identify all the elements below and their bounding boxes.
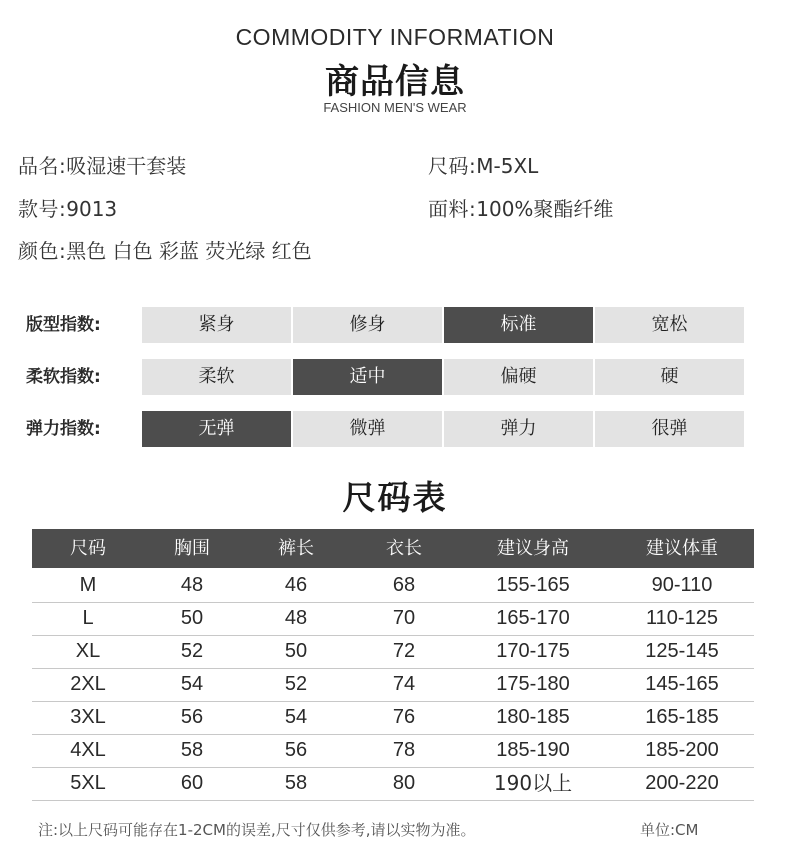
table-cell: 185-190	[496, 739, 570, 761]
table-cell: 76	[392, 706, 416, 728]
size-range-label: 尺码:	[428, 154, 477, 178]
fit-index-option: 宽松	[595, 307, 744, 343]
table-cell: 58	[284, 772, 308, 794]
table-cell: 185-200	[645, 739, 719, 761]
table-cell: 46	[284, 574, 308, 596]
stretch-index-option: 很弹	[595, 411, 744, 447]
style-number-label: 款号:	[18, 197, 67, 221]
table-cell: 175-180	[496, 673, 570, 695]
fit-index-row	[0, 307, 790, 343]
table-cell: 74	[392, 673, 416, 695]
table-cell: 48	[180, 574, 204, 596]
table-cell: 72	[392, 640, 416, 662]
table-cell: L	[82, 607, 94, 629]
table-cell: 60	[180, 772, 204, 794]
table-cell: 200-220	[645, 772, 719, 794]
fit-index-option: 标准	[444, 307, 593, 343]
info-colors	[18, 235, 312, 264]
table-header-cell: 胸围	[174, 538, 210, 559]
table-cell: 80	[392, 772, 416, 794]
softness-index-option: 硬	[595, 359, 744, 395]
softness-index-row	[0, 359, 790, 395]
table-cell: 70	[392, 607, 416, 629]
table-header-cell: 衣长	[386, 538, 422, 559]
table-row	[32, 767, 754, 801]
table-cell: 52	[180, 640, 204, 662]
table-cell: 48	[284, 607, 308, 629]
softness-index-option: 柔软	[142, 359, 291, 395]
style-number-value: 9013	[66, 197, 118, 221]
table-cell: 155-165	[496, 574, 570, 596]
table-cell: 56	[284, 739, 308, 761]
fit-index-option: 紧身	[142, 307, 291, 343]
info-style-number	[18, 193, 117, 222]
stretch-index-row	[0, 411, 790, 447]
stretch-index-label: 弹力指数:	[26, 419, 101, 439]
header-title-en: COMMODITY INFORMATION	[235, 24, 555, 50]
softness-index-label: 柔软指数:	[26, 367, 101, 387]
table-cell: 5XL	[70, 772, 106, 794]
table-cell: 3XL	[70, 706, 106, 728]
product-name-value: 吸湿速干套装	[66, 154, 187, 178]
table-cell: 4XL	[70, 739, 106, 761]
table-cell: 54	[284, 706, 308, 728]
table-cell: 190以上	[493, 771, 573, 795]
size-table-header	[32, 529, 754, 568]
table-header-cell: 裤长	[278, 538, 314, 559]
info-size-range	[428, 150, 538, 179]
header-title-cn: 商品信息	[325, 62, 465, 102]
table-cell: M	[79, 574, 97, 596]
table-cell: 145-165	[645, 673, 719, 695]
table-row	[32, 635, 754, 669]
table-row	[32, 602, 754, 636]
table-cell: 52	[284, 673, 308, 695]
fabric-label: 面料:	[428, 197, 477, 221]
header-subtitle: FASHION MEN'S WEAR	[323, 100, 467, 115]
colors-label: 颜色:	[18, 239, 67, 263]
table-cell: 78	[392, 739, 416, 761]
table-row	[32, 734, 754, 768]
info-product-name	[18, 150, 186, 179]
table-row	[32, 701, 754, 735]
softness-index-option: 适中	[293, 359, 442, 395]
table-cell: 54	[180, 673, 204, 695]
table-cell: 110-125	[646, 607, 718, 629]
stretch-index-option: 微弹	[293, 411, 442, 447]
product-name-label: 品名:	[18, 154, 67, 178]
size-table-title: 尺码表	[342, 478, 448, 517]
fit-index-label: 版型指数:	[26, 315, 101, 335]
table-cell: 90-110	[651, 574, 713, 596]
colors-value: 黑色 白色 彩蓝 荧光绿 红色	[66, 239, 312, 263]
table-row	[32, 569, 754, 603]
table-cell: 68	[392, 574, 416, 596]
table-cell: 2XL	[70, 673, 106, 695]
table-header-cell: 建议体重	[646, 538, 718, 559]
table-cell: XL	[75, 640, 101, 662]
fabric-value: 100%聚酯纤维	[476, 197, 614, 221]
table-header-cell: 建议身高	[497, 538, 569, 559]
info-fabric	[428, 193, 613, 222]
softness-index-option: 偏硬	[444, 359, 593, 395]
unit-label: 单位:CM	[640, 821, 699, 839]
table-row	[32, 668, 754, 702]
table-header-cell: 尺码	[70, 538, 106, 559]
fit-index-option: 修身	[293, 307, 442, 343]
table-cell: 170-175	[496, 640, 570, 662]
table-cell: 180-185	[496, 706, 570, 728]
table-cell: 165-170	[496, 607, 570, 629]
table-cell: 125-145	[645, 640, 719, 662]
table-cell: 56	[180, 706, 204, 728]
size-range-value: M-5XL	[476, 154, 539, 178]
stretch-index-option: 无弹	[142, 411, 291, 447]
size-note: 注:以上尺码可能存在1-2CM的误差,尺寸仅供参考,请以实物为准。	[38, 821, 476, 839]
table-cell: 58	[180, 739, 204, 761]
table-cell: 50	[180, 607, 204, 629]
table-cell: 50	[284, 640, 308, 662]
table-cell: 165-185	[645, 706, 719, 728]
stretch-index-option: 弹力	[444, 411, 593, 447]
